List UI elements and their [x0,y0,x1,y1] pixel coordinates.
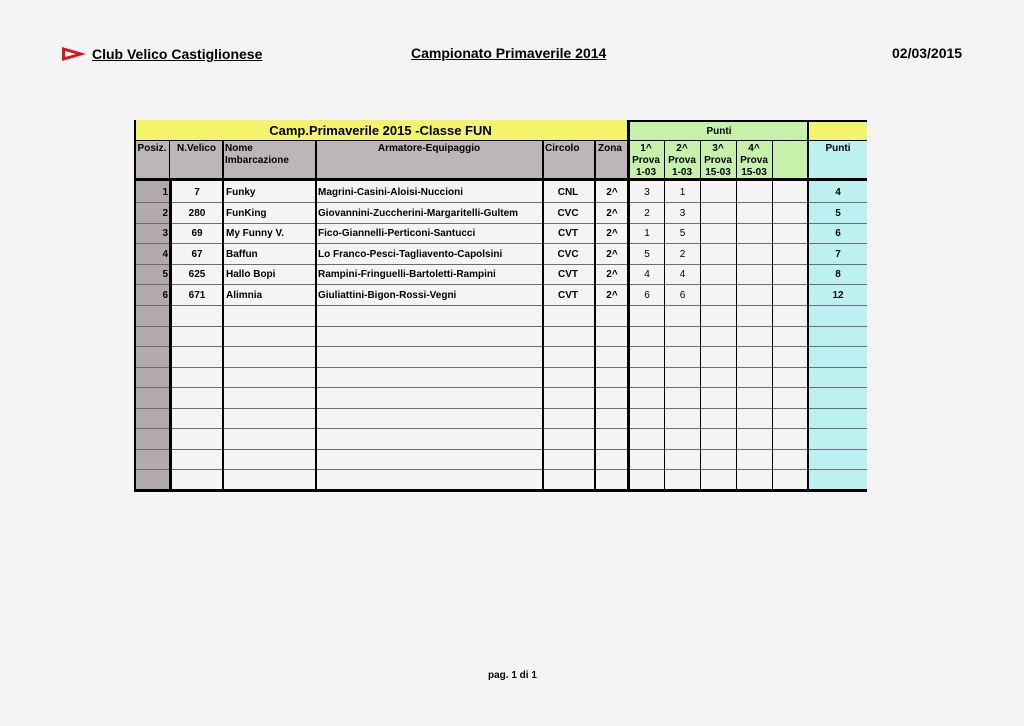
page-number: pag. 1 di 1 [488,670,537,681]
cell-total: 5 [835,208,841,219]
table-row [134,245,867,266]
cell-boat-name: Hallo Bopi [226,269,276,280]
cell-position: 2 [162,208,168,219]
cell-crew: Giovannini-Zuccherini-Margaritelli-Gultem [318,208,519,219]
points-group-label: Punti [706,126,732,137]
col-header-crew: Armatore-Equipaggio [377,143,481,154]
cell-position: 4 [162,249,168,260]
cell-race-2: 2 [679,249,686,260]
cell-race-1: 1 [644,228,650,239]
cell-sail-number: 280 [188,208,206,219]
cell-zone: 2^ [606,187,618,198]
cell-crew: Rampini-Fringuelli-Bartoletti-Rampini [318,269,496,280]
cell-total: 8 [835,269,841,280]
cell-race-1: 3 [644,187,650,198]
cell-race-1: 2 [644,208,650,219]
col-header-club: Circolo [545,143,580,154]
cell-crew: Lo Franco-Pesci-Tagliavento-Capolsini [318,249,503,260]
cell-crew: Fico-Giannelli-Perticoni-Santucci [318,228,476,239]
cell-total: 12 [832,290,844,301]
cell-zone: 2^ [606,269,618,280]
championship-title: Campionato Primaverile 2014 [411,45,607,61]
col-header-race-3: 3^ Prova 15-03 [704,143,732,178]
table-row [134,286,867,307]
cell-boat-name: Funky [226,187,256,198]
club-pennant-icon [62,47,86,61]
col-header-position: Posiz. [137,143,167,154]
cell-crew: Giuliattini-Bigon-Rossi-Vegni [318,290,457,301]
cell-club: CVT [558,228,578,239]
cell-total: 6 [835,228,841,239]
cell-club: CVT [558,269,578,280]
cell-sail-number: 69 [191,228,203,239]
cell-boat-name: Baffun [226,249,258,260]
cell-total: 4 [835,187,841,198]
cell-boat-name: FunKing [226,208,267,219]
cell-sail-number: 7 [194,187,200,198]
document-date: 02/03/2015 [892,45,963,61]
club-header [62,46,262,62]
cell-zone: 2^ [606,208,618,219]
cell-position: 3 [162,228,168,239]
cell-race-2: 5 [679,228,686,239]
cell-race-1: 6 [644,290,650,301]
cell-position: 1 [162,187,168,198]
col-header-race-2: 2^ Prova 1-03 [668,143,696,178]
table-row [134,224,867,245]
cell-club: CNL [557,187,579,198]
cell-club: CVT [558,290,578,301]
cell-race-2: 4 [679,269,686,280]
cell-boat-name: Alimnia [226,290,263,301]
cell-zone: 2^ [606,228,618,239]
cell-race-1: 5 [644,249,650,260]
table-row [134,204,867,225]
cell-sail-number: 671 [188,290,206,301]
cell-crew: Magrini-Casini-Aloisi-Nuccioni [318,187,464,198]
cell-race-2: 1 [679,187,686,198]
cell-boat-name: My Funny V. [226,228,284,239]
results-table [134,120,867,492]
cell-club: CVC [557,208,579,219]
table-title: Camp.Primaverile 2015 -Classe FUN [269,123,492,138]
col-header-boat-name: Nome Imbarcazione [225,143,289,166]
col-header-zone: Zona [598,143,622,154]
cell-race-1: 4 [644,269,650,280]
cell-sail-number: 625 [188,269,206,280]
col-header-race-4: 4^ Prova 15-03 [740,143,768,178]
col-header-total: Punti [825,143,851,154]
cell-zone: 2^ [606,290,618,301]
cell-zone: 2^ [606,249,618,260]
cell-sail-number: 67 [191,249,203,260]
cell-position: 6 [162,290,168,301]
cell-total: 7 [835,249,841,260]
table-row [134,183,867,204]
col-header-race-1: 1^ Prova 1-03 [632,143,660,178]
cell-race-2: 3 [679,208,686,219]
cell-race-2: 6 [679,290,686,301]
total-title-band [807,120,867,141]
col-header-sail-number: N.Velico [177,143,216,154]
cell-club: CVC [557,249,579,260]
table-row [134,265,867,286]
club-name: Club Velico Castiglionese [92,46,263,62]
cell-position: 5 [162,269,168,280]
